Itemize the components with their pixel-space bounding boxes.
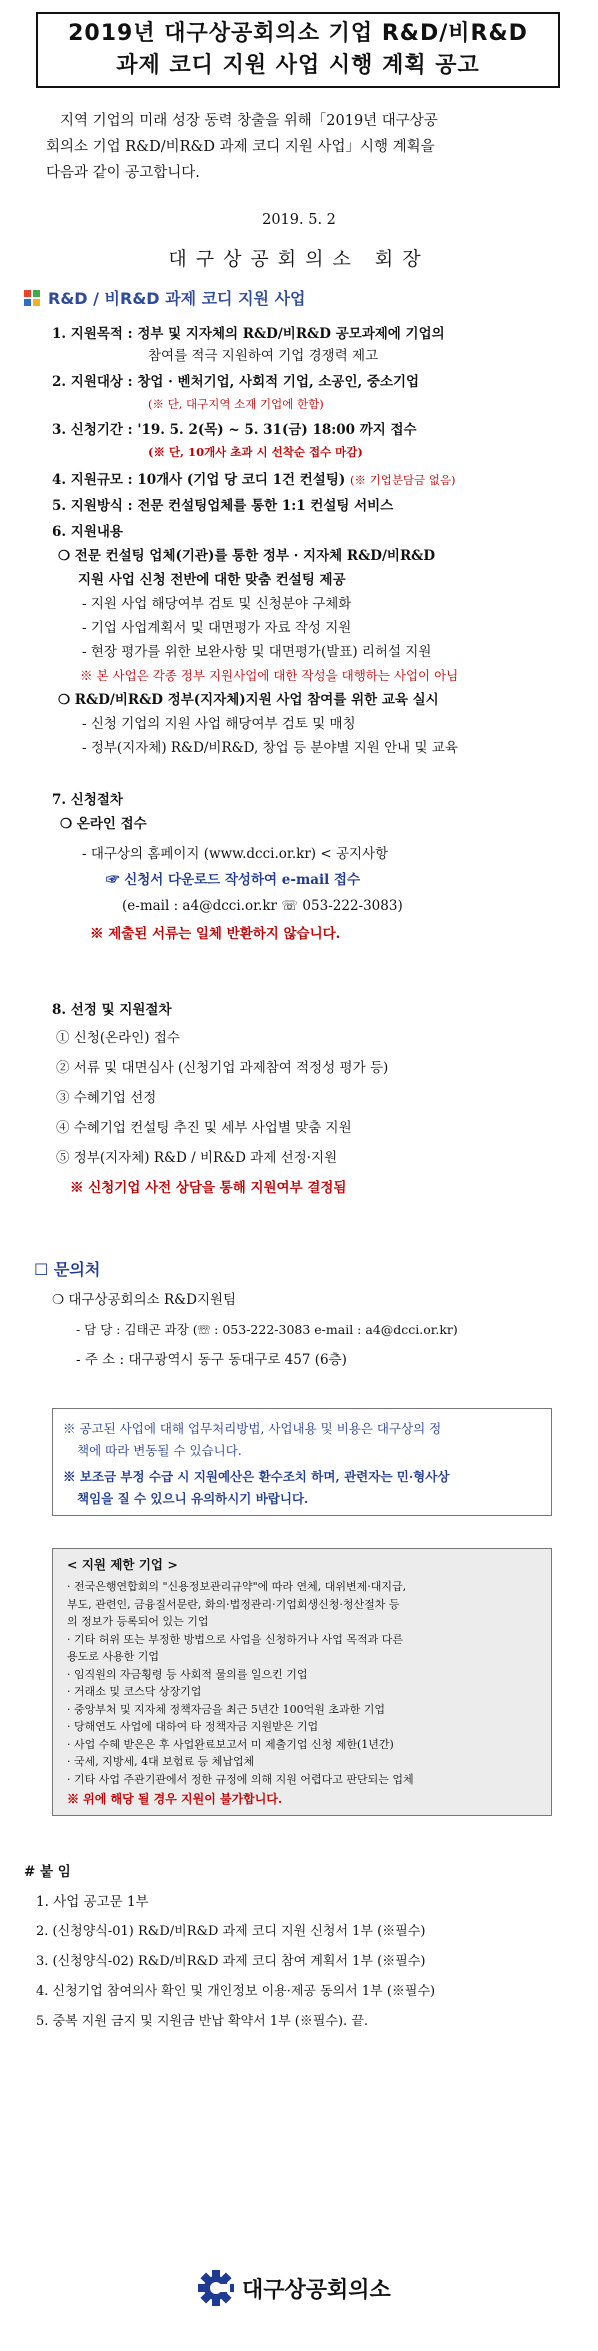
item-6a-header: ❍ 전문 컨설팅 업체(기관)를 통한 정부 · 지자체 R&D/비R&D bbox=[58, 548, 436, 564]
restricted-item: 용도로 사용한 기업 bbox=[67, 1650, 160, 1663]
item-6-content: 6. 지원내용 bbox=[52, 524, 123, 540]
item-7-contact: (e-mail : a4@dcci.or.kr ☏ 053-222-3083) bbox=[122, 898, 403, 914]
restricted-item: · 중앙부처 및 지자체 정책자금을 최근 5년간 100억원 초과한 기업 bbox=[67, 1702, 385, 1716]
restricted-item: · 국세, 지방세, 4대 보험료 등 체납업체 bbox=[67, 1755, 255, 1768]
attachment-5: 5. 중복 지원 금지 및 지원금 반납 확약서 1부 (※필수). 끝. bbox=[36, 2014, 369, 2029]
notice-1-cont: 책에 따라 변동될 수 있습니다. bbox=[77, 1443, 242, 1458]
chamber-logo-icon bbox=[196, 2268, 236, 2308]
item-6a-bullet-3: - 현장 평가를 위한 보완사항 및 대면평가(발표) 리허설 지원 bbox=[82, 644, 432, 660]
item-3-note: (※ 단, 10개사 초과 시 선착순 접수 마감) bbox=[148, 445, 363, 459]
item-7-homepage: - 대구상의 홈페이지 (www.dcci.or.kr) < 공지사항 bbox=[82, 846, 389, 862]
item-2-note: (※ 단, 대구지역 소재 기업에 한함) bbox=[148, 397, 324, 411]
restricted-item: · 당해연도 사업에 대하여 타 정책자금 지원받은 기업 bbox=[67, 1720, 319, 1733]
intro-line-2: 회의소 기업 R&D/비R&D 과제 코디 지원 사업」시행 계획을 bbox=[46, 139, 435, 155]
item-7-online: ❍ 온라인 접수 bbox=[60, 816, 147, 832]
restricted-item: · 거래소 및 코스닥 상장기업 bbox=[67, 1685, 202, 1698]
restricted-item: · 기타 허위 또는 부정한 방법으로 사업을 신청하거나 사업 목적과 다른 bbox=[67, 1632, 403, 1646]
contact-address: - 주 소 : 대구광역시 동구 동대구로 457 (6층) bbox=[76, 1352, 347, 1368]
item-6a-bullet-2: - 기업 사업계획서 및 대면평가 자료 작성 지원 bbox=[82, 620, 352, 636]
section-title bbox=[24, 286, 305, 309]
item-8-step-2: ② 서류 및 대면심사 (신청기업 과제참여 적정성 평가 등) bbox=[56, 1060, 389, 1076]
contact-title: ☐ 문의처 bbox=[34, 1260, 101, 1279]
restricted-item: · 사업 수혜 받은은 후 사업완료보고서 미 제출기업 신청 제한(1년간) bbox=[67, 1737, 394, 1751]
notice-2: ※ 보조금 부정 수급 시 지원예산은 환수조치 하며, 관련자는 민·형사상 bbox=[63, 1469, 450, 1484]
item-2-target: 2. 지원대상 : 창업 · 벤처기업, 사회적 기업, 소공인, 중소기업 bbox=[52, 374, 420, 390]
restricted-warning: ※ 위에 해당 될 경우 지원이 불가합니다. bbox=[67, 1792, 283, 1806]
item-6a-bullet-1: - 지원 사업 해당여부 검토 및 신청분야 구체화 bbox=[82, 596, 352, 612]
item-8-step-4: ④ 수혜기업 컨설팅 추진 및 세부 사업별 맞춤 지원 bbox=[56, 1120, 352, 1136]
item-1-purpose: 1. 지원목적 : 정부 및 지자체의 R&D/비R&D 공모과제에 기업의 bbox=[52, 326, 445, 342]
item-6a-warning: ※ 본 사업은 각종 정부 지원사업에 대한 작성을 대행하는 사업이 아님 bbox=[80, 668, 459, 683]
item-7-procedure: 7. 신청절차 bbox=[52, 792, 123, 808]
intro-line-3: 다음과 같이 공고합니다. bbox=[46, 165, 200, 181]
intro-line-1: 지역 기업의 미래 성장 동력 창출을 위해「2019년 대구상공 bbox=[60, 113, 438, 129]
item-8-selection: 8. 선정 및 지원절차 bbox=[52, 1002, 172, 1018]
intro-paragraph bbox=[46, 108, 556, 186]
restricted-item: 의 정보가 등록되어 있는 기업 bbox=[67, 1615, 209, 1628]
item-8-step-5: ⑤ 정부(지자체) R&D / 비R&D 과제 선정·지원 bbox=[56, 1150, 338, 1166]
restricted-companies-box bbox=[52, 1548, 552, 1816]
item-8-step-3: ③ 수혜기업 선정 bbox=[56, 1090, 157, 1106]
restricted-item: 부도, 관련인, 금융질서문란, 화의·법정관리·기업회생신청·청산절차 등 bbox=[67, 1597, 400, 1611]
attachments-title: # 붙 임 bbox=[24, 1864, 71, 1880]
notice-2-cont: 책임을 질 수 있으니 유의하시기 바랍니다. bbox=[77, 1491, 309, 1506]
item-7-warning: ※ 제출된 서류는 일체 반환하지 않습니다. bbox=[90, 926, 341, 942]
contact-team: ❍ 대구상공회의소 R&D지원팀 bbox=[52, 1292, 237, 1308]
title-line-1: 2019년 대구상공회의소 기업 R&D/비R&D bbox=[68, 21, 528, 46]
section-title-text: R&D / 비R&D 과제 코디 지원 사업 bbox=[48, 289, 306, 308]
title-line-2: 과제 코디 지원 사업 시행 계획 공고 bbox=[116, 53, 480, 78]
attachment-3: 3. (신청양식-02) R&D/비R&D 과제 코디 참여 계획서 1부 (※필수) bbox=[36, 1954, 426, 1969]
footer-logo-text: 대구상공회의소 bbox=[242, 2277, 391, 2303]
notice-1: ※ 공고된 사업에 대해 업무처리방법, 사업내용 및 비용은 대구상의 정 bbox=[63, 1421, 442, 1436]
notice-box bbox=[52, 1408, 552, 1516]
item-7-download: ☞ 신청서 다운로드 작성하여 e-mail 접수 bbox=[106, 872, 361, 888]
item-6b-bullet-1: - 신청 기업의 지원 사업 해당여부 검토 및 매칭 bbox=[82, 716, 356, 732]
attachment-2: 2. (신청양식-01) R&D/비R&D 과제 코디 지원 신청서 1부 (※필수) bbox=[36, 1924, 426, 1939]
attachment-1: 1. 사업 공고문 1부 bbox=[36, 1894, 149, 1910]
title-box bbox=[36, 12, 560, 88]
footer-logo bbox=[196, 2268, 391, 2308]
restricted-item: · 기타 사업 주관기관에서 정한 규정에 의해 지원 어렵다고 판단되는 업체 bbox=[67, 1772, 414, 1786]
item-8-step-1: ① 신청(온라인) 접수 bbox=[56, 1030, 180, 1046]
item-4-text: 4. 지원규모 : 10개사 (기업 당 코디 1건 컨설팅) bbox=[52, 472, 346, 488]
item-4-scale bbox=[52, 470, 456, 490]
item-8-warning: ※ 신청기업 사전 상담을 통해 지원여부 결정됨 bbox=[70, 1180, 347, 1196]
restricted-item: · 임직원의 자금횡령 등 사회적 물의를 일으킨 기업 bbox=[67, 1667, 308, 1681]
item-6b-bullet-2: - 정부(지자체) R&D/비R&D, 창업 등 분야별 지원 안내 및 교육 bbox=[82, 740, 458, 756]
restricted-title: < 지원 제한 기업 > bbox=[67, 1557, 178, 1572]
item-1-purpose-cont: 참여를 적극 지원하여 기업 경쟁력 제고 bbox=[148, 348, 379, 364]
item-3-period: 3. 신청기간 : '19. 5. 2(목) ~ 5. 31(금) 18:00 까지 접수 bbox=[52, 422, 417, 438]
item-6b-header: ❍ R&D/비R&D 정부(지자체)지원 사업 참여를 위한 교육 실시 bbox=[58, 692, 439, 708]
restricted-item: · 전국은행연합회의 "신용정보관리규약"에 따라 연체, 대위변제·대지급, bbox=[67, 1580, 407, 1593]
item-6a-header-cont: 지원 사업 신청 전반에 대한 맞춤 컨설팅 제공 bbox=[78, 572, 346, 588]
issuer: 대구상공회의소 회장 bbox=[168, 248, 430, 270]
attachment-4: 4. 신청기업 참여의사 확인 및 개인정보 이용·제공 동의서 1부 (※필수) bbox=[36, 1984, 436, 1999]
color-squares-icon bbox=[24, 290, 40, 306]
announcement-date: 2019. 5. 2 bbox=[262, 212, 336, 228]
item-4-note: (※ 기업분담금 없음) bbox=[349, 473, 456, 487]
item-5-method: 5. 지원방식 : 전문 컨설팅업체를 통한 1:1 컨설팅 서비스 bbox=[52, 498, 394, 514]
contact-person: - 담 당 : 김태곤 과장 (☏ : 053-222-3083 e-mail : a4@dcci.or.kr) bbox=[76, 1322, 458, 1337]
